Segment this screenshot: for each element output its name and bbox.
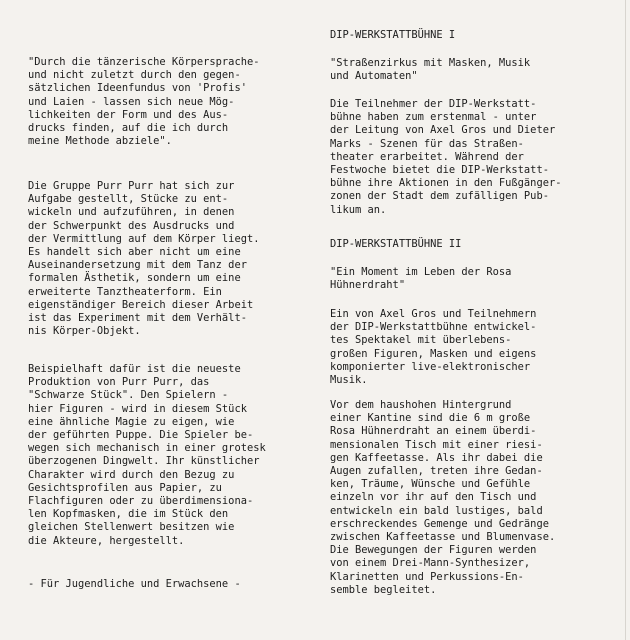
purr-purr-intro-paragraph: Die Gruppe Purr Purr hat sich zur Aufgabe gestellt, Stücke zu ent- wickeln und aufzuführen, in denen der Schwerpunkt des Ausdrucks und der Vermittlung auf dem Körper liegt. Es handelt sich aber nicht um eine Auseinandersetzung mit dem Tanz der formalen Ästhetik, sondern um eine erweiterte Tanztheaterform. Ein eigenständiger Bereich dieser Arbeit ist das Experiment mit dem Verhält- nis Körper-Objekt.	[28, 180, 260, 338]
section-subtitle-1: "Straßenzirkus mit Masken, Musik und Automaten"	[330, 57, 531, 83]
quote-paragraph: "Durch die tänzerische Körpersprache- und nicht zuletzt durch den gegen- sätzlichen Ideenfundus von 'Profis' und Laien - lassen sich neue Mög- lichkeiten der Form und des Aus- drucks finden, auf die ich durch meine Methode abziele".	[28, 56, 260, 148]
audience-note: - Für Jugendliche und Erwachsene -	[28, 578, 241, 590]
section-heading-werkstattbuehne-1: DIP-WERKSTATTBÜHNE I	[330, 29, 456, 41]
werkstattbuehne-1-paragraph: Die Teilnehmer der DIP-Werkstatt- bühne haben zum erstenmal - unter der Leitung von Axel Gros und Dieter Marks - Szenen für das Straßen- theater erarbeitet. Während der Festwoche bietet die DIP-Werkstatt- bühne ihre Aktionen in den Fußgänger- zonen der Stadt dem zufälligen Pub- likum an.	[330, 98, 562, 216]
werkstattbuehne-2-story-paragraph: Vor dem haushohen Hintergrund einer Kantine sind die 6 m große Rosa Hühnerdraht an einem überdi- mensionalen Tisch mit einer riesi- gen Kaffeetasse. Als ihr dabei die Augen zufallen, treten ihre Gedan- ken, Träume, Wünsche und Gefühle einzeln vor ihr auf den Tisch und entwickeln ein bald lustiges, bald erschreckendes Gemenge und Gedränge zwischen Kaffeetasse und Blumenvase. Die Bewegungen der Figuren werden von einem Drei-Mann-Synthesizer, Klarinetten und Perkussions-En- semble begleitet.	[330, 399, 556, 596]
section-subtitle-2: "Ein Moment im Leben der Rosa Hühnerdraht"	[330, 266, 512, 292]
page-edge	[625, 0, 626, 640]
schwarze-stueck-paragraph: Beispielhaft dafür ist die neueste Produktion von Purr Purr, das "Schwarze Stück". Den Spielern - hier Figuren - wird in diesem Stück eine ähnliche Magie zu eigen, wie der geführten Puppe. Die Spieler be- wegen sich mechanisch in einer grotesk überzogenen Dingwelt. Ihr künstlicher Charakter wird durch den Bezug zu Gesichtsprofilen aus Papier, zu Flachfiguren oder zu überdimensiona- len Kopfmasken, die im Stück den gleichen Stellenwert besitzen wie die Akteure, hergestellt.	[28, 363, 266, 547]
werkstattbuehne-2-intro-paragraph: Ein von Axel Gros und Teilnehmern der DIP-Werkstattbühne entwickel- tes Spektakel mit überlebens- großen Figuren, Masken und eigens komponierter live-elektronischer Musik.	[330, 308, 537, 387]
section-heading-werkstattbuehne-2: DIP-WERKSTATTBÜHNE II	[330, 238, 462, 250]
